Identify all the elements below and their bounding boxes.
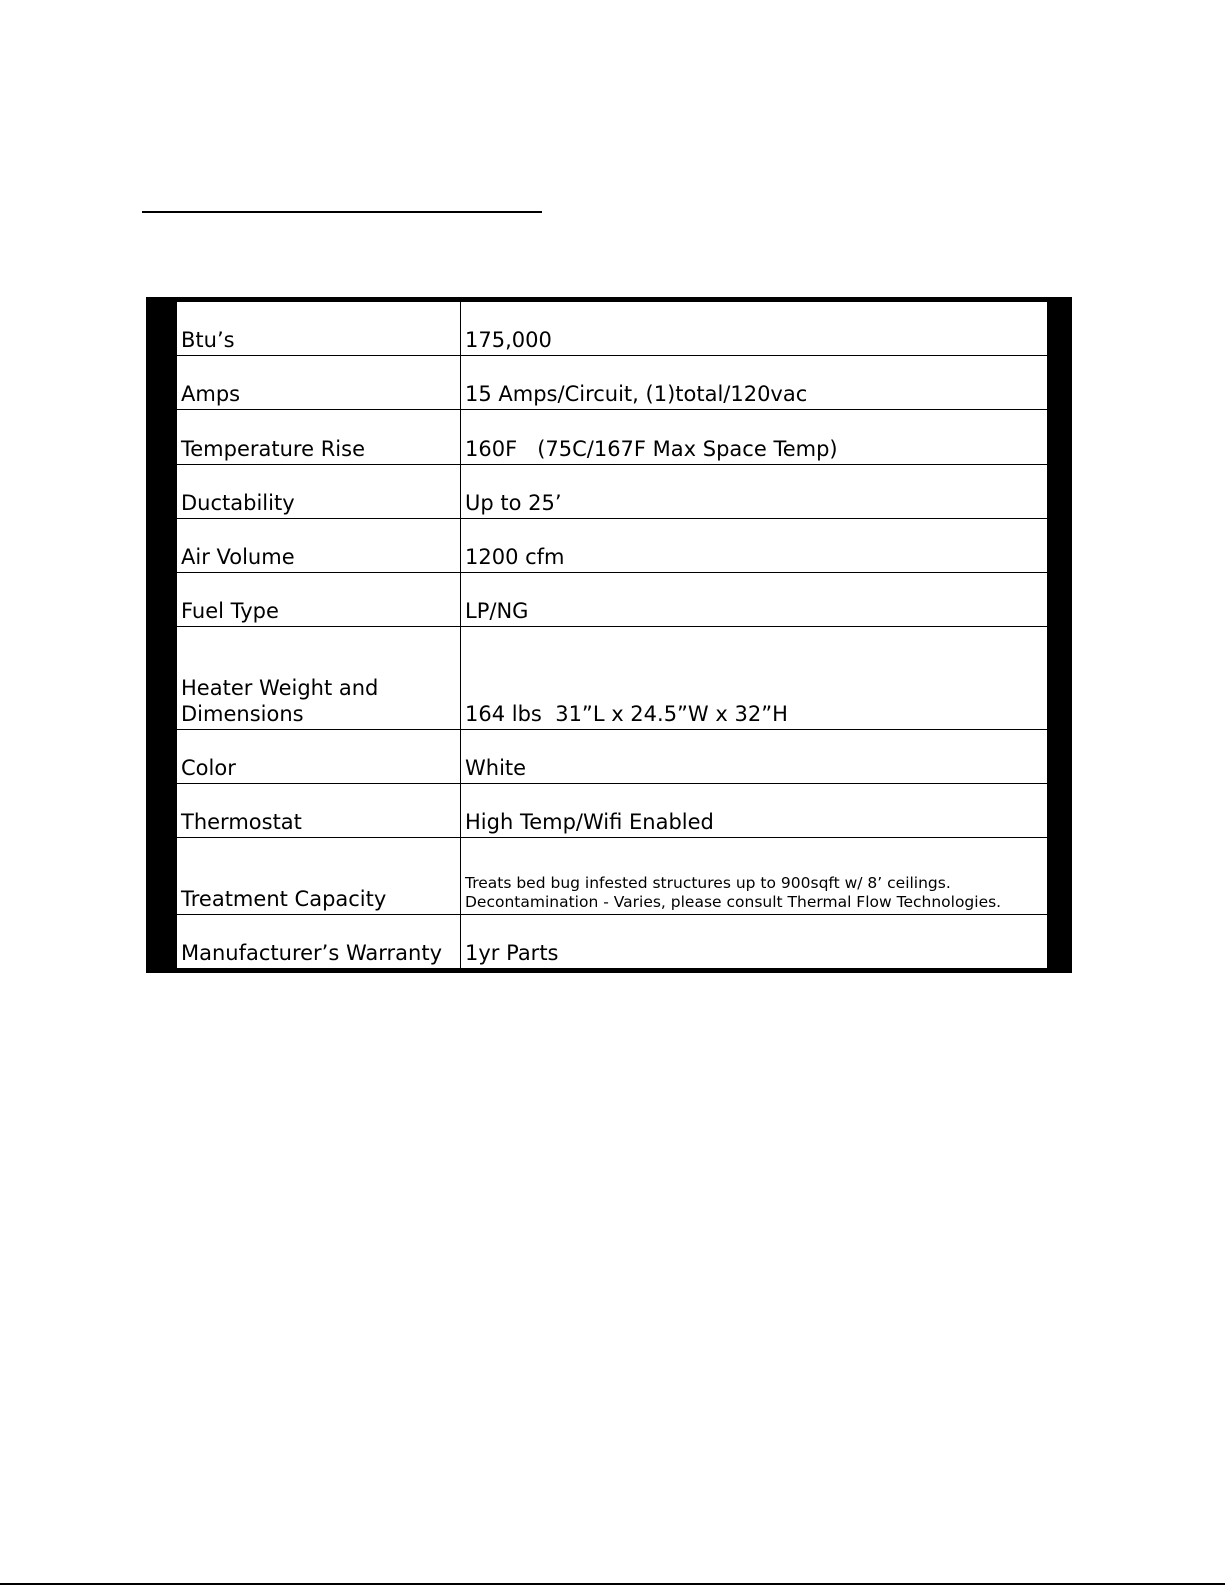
spec-value-amps: 15 Amps/Circuit, (1)total/120vac [461, 356, 1048, 410]
spec-value-ductability: Up to 25’ [461, 464, 1048, 518]
table-row [177, 302, 1048, 356]
treatment-capacity-line-1: Treats bed bug infested structures up to 900sqft w/ 8’ ceilings. [465, 873, 951, 892]
treatment-capacity-line-2: Decontamination - Varies, please consult Thermal Flow Technologies. [465, 892, 1002, 911]
spec-value-weight-dimensions: 164 lbs 31”L x 24.5”W x 32”H [461, 627, 1048, 730]
table-row [177, 729, 1048, 783]
spec-table-frame [146, 297, 1072, 973]
spec-value-color: White [461, 729, 1048, 783]
spec-label-treatment-capacity: Treatment Capacity [177, 838, 461, 915]
table-row [177, 518, 1048, 572]
table-row [177, 356, 1048, 410]
heading-underline [142, 211, 542, 213]
spec-value-air-volume: 1200 cfm [461, 518, 1048, 572]
table-row [177, 627, 1048, 730]
table-row [177, 572, 1048, 626]
spec-label-ductability: Ductability [177, 464, 461, 518]
table-row [177, 914, 1048, 968]
spec-value-treatment-capacity [461, 838, 1048, 915]
spec-label-temperature-rise: Temperature Rise [177, 410, 461, 464]
spec-label-amps: Amps [177, 356, 461, 410]
spec-value-warranty: 1yr Parts [461, 914, 1048, 968]
spec-value-fuel-type: LP/NG [461, 572, 1048, 626]
spec-value-thermostat: High Temp/Wifi Enabled [461, 783, 1048, 837]
spec-label-warranty: Manufacturer’s Warranty [177, 914, 461, 968]
spec-table [176, 301, 1048, 969]
spec-label-weight-dimensions: Heater Weight and Dimensions [177, 627, 461, 730]
spec-value-temperature-rise: 160F (75C/167F Max Space Temp) [461, 410, 1048, 464]
table-row [177, 783, 1048, 837]
spec-label-color: Color [177, 729, 461, 783]
table-row [177, 464, 1048, 518]
table-row [177, 838, 1048, 915]
spec-value-btus: 175,000 [461, 302, 1048, 356]
spec-label-fuel-type: Fuel Type [177, 572, 461, 626]
spec-label-thermostat: Thermostat [177, 783, 461, 837]
table-row [177, 410, 1048, 464]
spec-label-air-volume: Air Volume [177, 518, 461, 572]
spec-label-btus: Btu’s [177, 302, 461, 356]
